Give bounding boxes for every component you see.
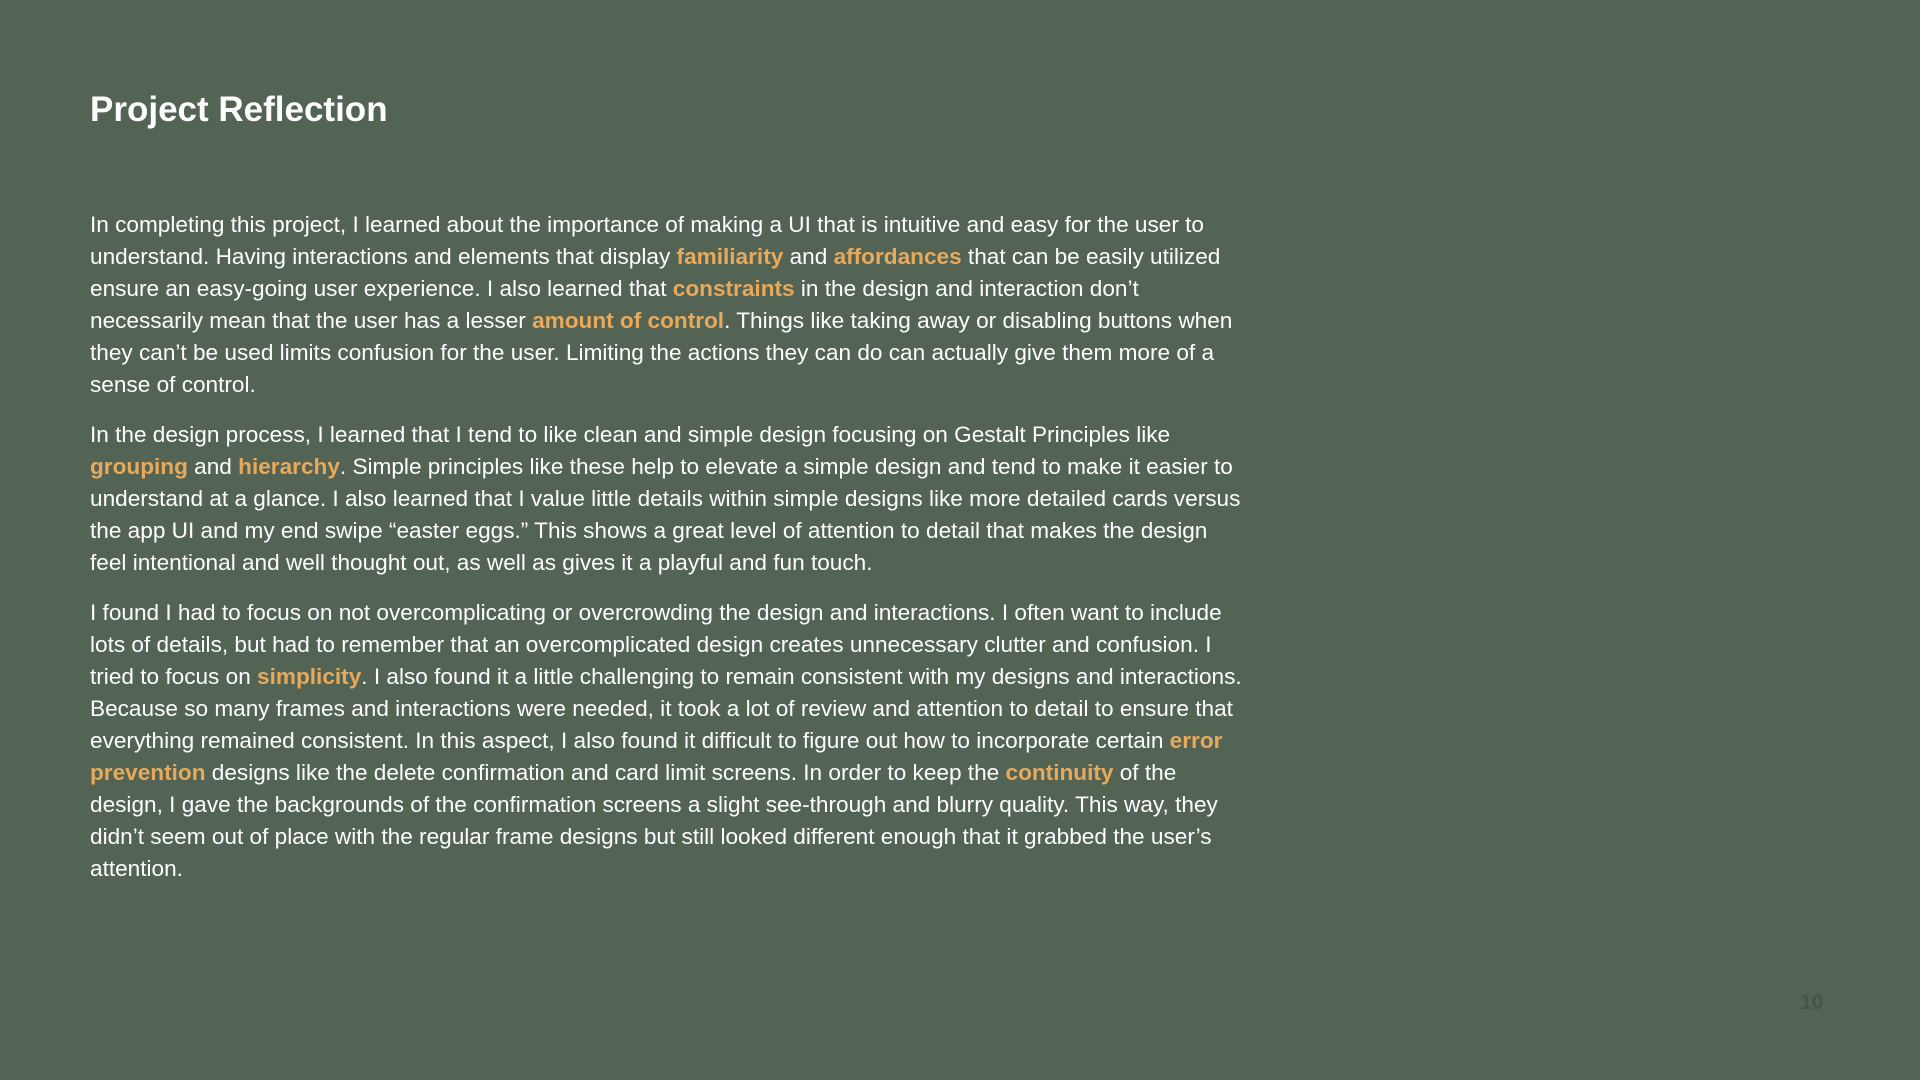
- paragraph-text: in the design and interaction don’t necessarily mean that the user has a lesser: [90, 276, 1139, 333]
- paragraph-text: . Simple principles like these help to elevate a simple design and tend to make it easier to understand at a glance. I also learned that I value little details within simple designs like more detailed cards versus the app UI and my end swipe “easter eggs.” This shows a great level of attention to detail that makes the design feel intentional and well thought out, as well as gives it a playful and fun touch.: [90, 454, 1241, 575]
- slide-title: Project Reflection: [90, 90, 388, 129]
- paragraph-text: and: [783, 244, 834, 269]
- highlighted-keyword: familiarity: [676, 244, 784, 269]
- page-number: 10: [1800, 991, 1824, 1014]
- highlighted-keyword: amount of control: [532, 308, 725, 333]
- paragraph-text: In completing this project, I learned about the importance of making a UI that is intuitive and easy for the user to understand. Having interactions and elements that display: [90, 212, 1204, 269]
- highlighted-keyword: hierarchy: [238, 454, 340, 479]
- highlighted-keyword: affordances: [833, 244, 962, 269]
- paragraph-text: and: [187, 454, 239, 479]
- paragraph-text: of the design, I gave the backgrounds of the confirmation screens a slight see-through and blurry quality. This way, they didn’t seem out of place with the regular frame designs but still looked different enough that it grabbed the user’s attention.: [90, 760, 1218, 881]
- reflection-paragraph: [90, 209, 1250, 401]
- highlighted-keyword: continuity: [1005, 760, 1114, 785]
- paragraph-text: I found I had to focus on not overcomplicating or overcrowding the design and interactions. I often want to include lots of details, but had to remember that an overcomplicated design creates unnecessary clutter and confusion. I tried to focus on: [90, 600, 1222, 689]
- reflection-body: [90, 209, 1250, 903]
- paragraph-text: that can be easily utilized ensure an easy-going user experience. I also learned that: [90, 244, 1221, 301]
- paragraph-text: . I also found it a little challenging to remain consistent with my designs and interactions. Because so many frames and interactions were needed, it took a lot of review and attention to detail to ensure that everything remained consistent. In this aspect, I also found it difficult to figure out how to incorporate certain: [90, 664, 1242, 753]
- highlighted-keyword: constraints: [672, 276, 795, 301]
- reflection-paragraph: [90, 419, 1250, 579]
- highlighted-keyword: error prevention: [90, 728, 1223, 785]
- highlighted-keyword: grouping: [90, 454, 188, 479]
- highlighted-keyword: simplicity: [257, 664, 362, 689]
- paragraph-text: In the design process, I learned that I tend to like clean and simple design focusing on Gestalt Principles like: [90, 422, 1171, 447]
- reflection-paragraph: [90, 597, 1250, 885]
- paragraph-text: . Things like taking away or disabling buttons when they can’t be used limits confusion for the user. Limiting the actions they can do can actually give them more of a sense of control.: [90, 308, 1233, 397]
- paragraph-text: designs like the delete confirmation and card limit screens. In order to keep the: [205, 760, 1006, 785]
